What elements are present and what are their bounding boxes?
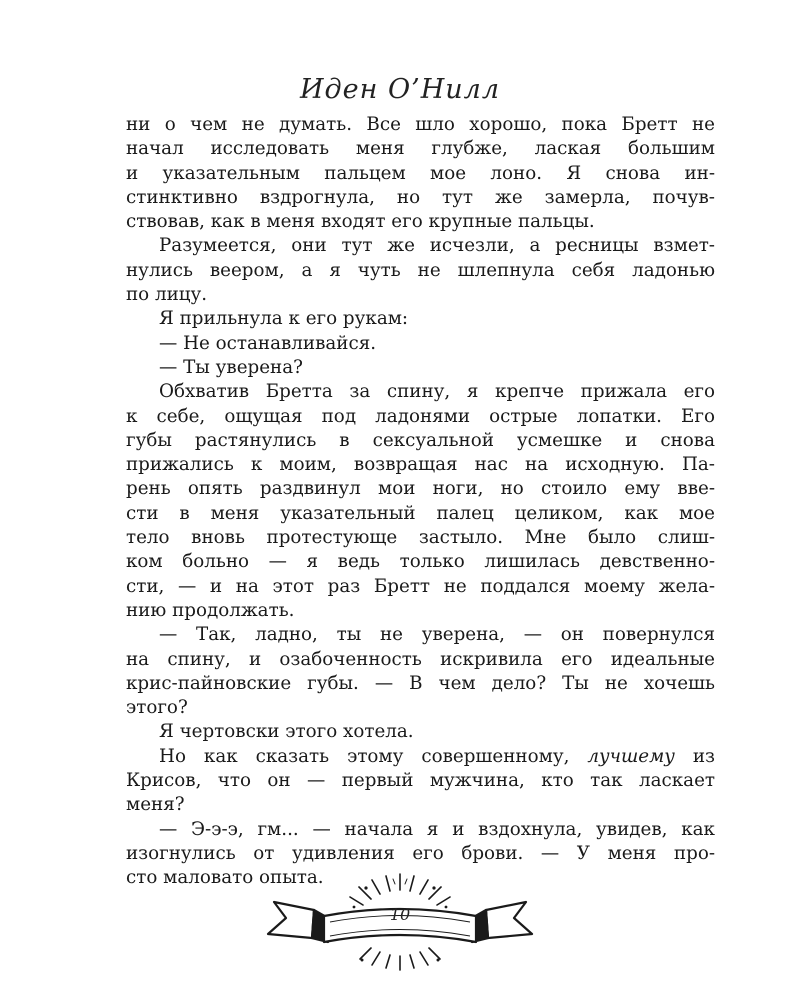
- text-line: крис-пайновские губы. — В чем дело? Ты не хочешь: [126, 672, 715, 694]
- page-number: 10: [389, 905, 411, 924]
- text-line: тело вновь протестующе застыло. Мне было слиш-: [126, 527, 715, 549]
- text-line-with-italic: [126, 745, 715, 769]
- text-line: — Так, ладно, ты не уверена, — он повернулся: [159, 624, 715, 646]
- text-line: рень опять раздвинул мои ноги, но стоило ему вве-: [126, 478, 715, 500]
- text-line: Я прильнула к его рукам:: [159, 308, 409, 330]
- text-line: нию продолжать.: [126, 599, 295, 621]
- running-head-author: Иден О’Нилл: [299, 74, 501, 105]
- italic-word: лучшему: [587, 745, 675, 767]
- text-line: сти, — и на этот раз Бретт не поддался моему жела-: [126, 575, 715, 597]
- text-line: к себе, ощущая под ладонями острые лопатки. Его: [126, 405, 715, 427]
- text-line: сто маловато опыта.: [126, 867, 324, 889]
- text-line: и указательным пальцем мое лоно. Я снова ин-: [126, 162, 715, 184]
- text-line: сти в меня указательный палец целиком, как мое: [126, 502, 715, 524]
- text-line: Обхватив Бретта за спину, я крепче прижала его: [159, 381, 715, 403]
- text-line: губы растянулись в сексуальной усмешке и снова: [126, 429, 715, 451]
- text-line: нулись веером, а я чуть не шлепнула себя ладонью: [126, 259, 715, 281]
- text-line: начал исследовать меня глубже, лаская большим: [126, 138, 715, 160]
- body-text: [126, 113, 715, 891]
- text-line: по лицу.: [126, 284, 208, 306]
- text-line: Я чертовски этого хотела.: [159, 721, 414, 743]
- text-line: ствовав, как в меня входят его крупные пальцы.: [126, 211, 595, 233]
- text-line: ни о чем не думать. Все шло хорошо, пока Бретт не: [126, 114, 715, 135]
- text-fragment: из: [674, 745, 716, 767]
- text-line: — Э-э-э, гм... — начала я и вздохнула, увидев, как: [159, 818, 715, 840]
- text-line: на спину, и озабоченность искривила его идеальные: [126, 648, 715, 670]
- text-line: прижались к моим, возвращая нас на исходную. Па-: [126, 454, 715, 476]
- text-line: меня?: [126, 794, 185, 816]
- text-fragment: Но как сказать этому совершенному,: [159, 745, 588, 767]
- text-line: — Не останавливайся.: [159, 332, 377, 354]
- text-line: ком больно — я ведь только лишилась девственно-: [126, 551, 715, 573]
- text-line: — Ты уверена?: [159, 356, 303, 378]
- text-line: изогнулись от удивления его брови. — У меня про-: [126, 842, 715, 864]
- text-line: Крисов, что он — первый мужчина, кто так ласкает: [126, 770, 715, 792]
- text-line: этого?: [126, 697, 188, 719]
- text-line: Разумеется, они тут же исчезли, а ресницы взмет-: [159, 235, 715, 257]
- text-line: стинктивно вздрогнула, но тут же замерла, почув-: [126, 186, 715, 208]
